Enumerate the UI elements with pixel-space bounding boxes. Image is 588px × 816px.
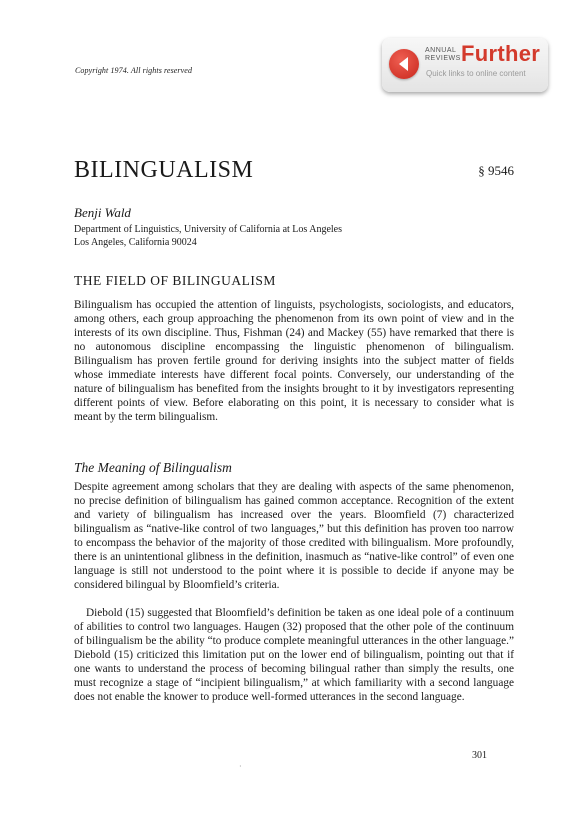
scan-mark: · (239, 762, 242, 771)
annual-reviews-further-badge[interactable] (382, 38, 548, 92)
page-number: 301 (472, 750, 487, 761)
quick-links-label: Quick links to online content (426, 69, 526, 78)
article-title: BILINGUALISM (74, 157, 254, 183)
affiliation-line-2: Los Angeles, California 90024 (74, 237, 197, 248)
section-heading-field: THE FIELD OF BILINGUALISM (74, 273, 276, 288)
author-affiliation (74, 223, 342, 249)
copyright-notice: Copyright 1974. All rights reserved (75, 66, 193, 75)
affiliation-line-1: Department of Linguistics, University of California at Los Angeles (74, 224, 342, 235)
article-code: § 9546 (478, 163, 514, 178)
further-label: Further (461, 41, 541, 66)
author-name: Benji Wald (74, 205, 131, 220)
subsection-heading-meaning: The Meaning of Bilingualism (74, 460, 232, 475)
paragraph-meaning-2: Diebold (15) suggested that Bloomfield’s definition be taken as one ideal pole of a continuum of abilities to control two languages. Haugen (32) proposed that the other pole of the continuum of bilingualism be the ability “to produce complete meaningful utterances in the other language.” Diebold (15) criticized this limitation put on the lower end of bilingualism, pointing out that if one wants to understand the process of becoming bilingual rather than simply the results, one must recognize a stage of “incipient bilingualism,” at which familiarity with a second language does not enable the knower to produce well-formed utterances in the second language. (74, 607, 514, 703)
paragraph-meaning-1: Despite agreement among scholars that they are dealing with aspects of the same phenomenon, no precise definition of bilingualism has gained common acceptance. Recognition of the extent and variety of bilingualism has increased over the years. Bloomfield (7) characterized bilingualism as “native-like control of two languages,” but this definition has proven too narrow to encompass the behavior of the majority of those credited with bilingualism. More profoundly, there is an unintentional glibness in the definition, inasmuch as “native-like control” of even one language is still not understood to the point where it is possible to decide if anyone may be considered bilingual by Bloomfield’s criteria. (74, 481, 514, 591)
paragraph-field-intro: Bilingualism has occupied the attention of linguists, psychologists, sociologists, and educators, among others, each group approaching the phenomenon from its own point of view and in the interests of its own discipline. Thus, Fishman (24) and Mackey (55) have remarked that there is no autonomous discipline encompassing the linguistic phenomenon of bilingualism. Bilingualism has proven fertile ground for deriving insights into the subject matter of fields whose immediate interests have different focal points. Conversely, our understanding of the nature of bilingualism has benefited from the insights brought to it by investigators representing different points of view. Before elaborating on this point, it is necessary to consider what is meant by the term bilingualism. (74, 299, 514, 423)
annual-reviews-label: ANNUAL REVIEWS (425, 47, 461, 62)
back-arrow-icon (389, 49, 419, 79)
